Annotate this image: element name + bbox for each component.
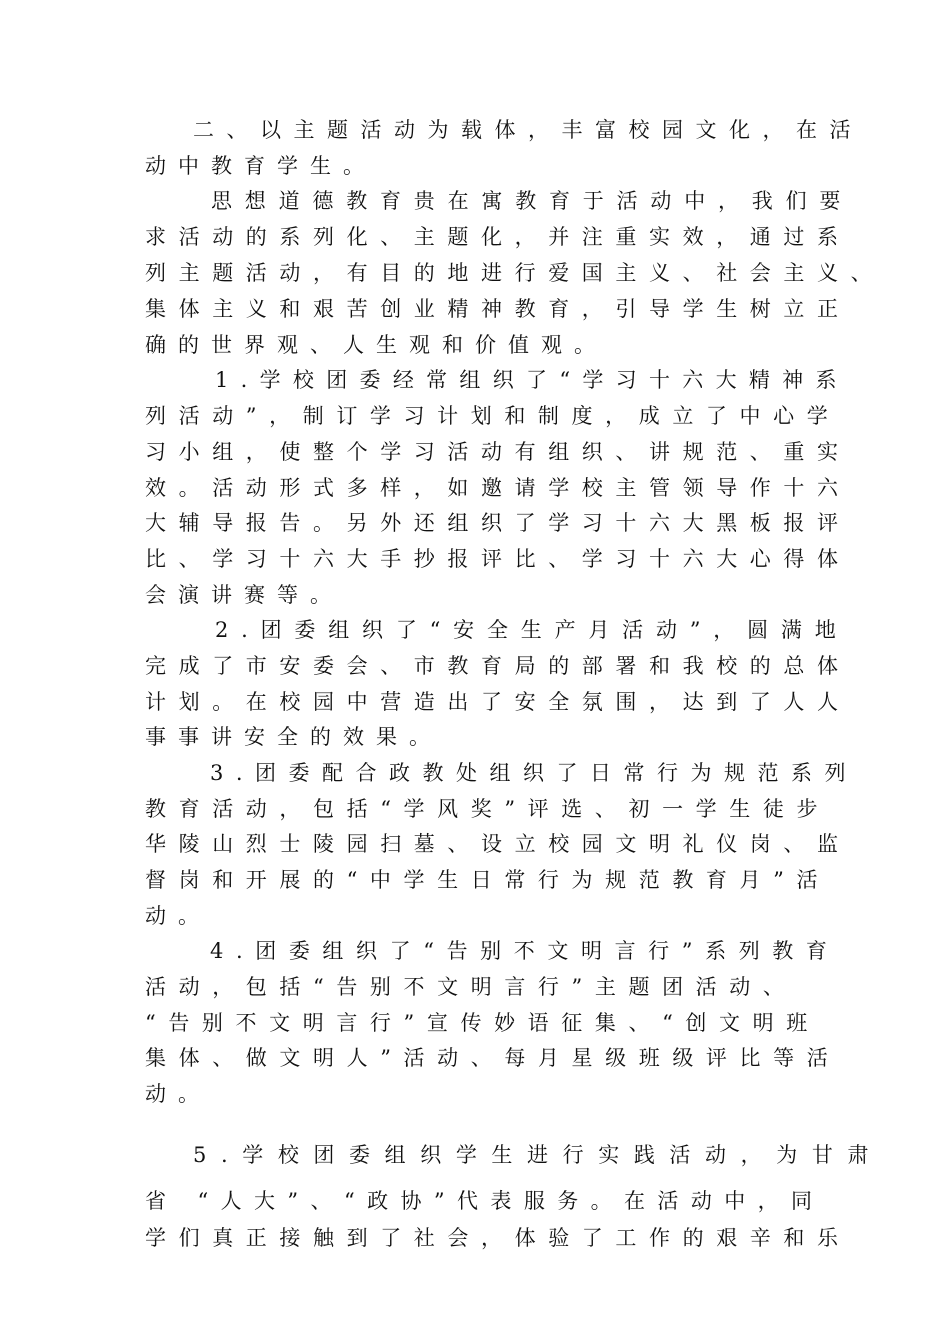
intro-line-1: 思想道德教育贵在寓教育于活动中，我们要 bbox=[211, 189, 854, 213]
item-3-line-5: 动。 bbox=[145, 904, 211, 928]
item-1-line-4: 效。活动形式多样，如邀请学校主管领导作十六 bbox=[145, 476, 851, 500]
item-4-line-5: 动。 bbox=[145, 1082, 211, 1106]
intro-line-4: 集体主义和艰苦创业精神教育，引导学生树立正 bbox=[145, 297, 851, 321]
item-1-line-1: 1.学校团委经常组织了“学习十六大精神系 bbox=[215, 368, 849, 392]
intro-line-2: 求活动的系列化、主题化，并注重实效，通过系 bbox=[145, 225, 851, 249]
item-5-line-1: 5.学校团委组织学生进行实践活动，为甘肃 bbox=[193, 1143, 884, 1167]
item-3-line-2: 教育活动，包括“学风奖”评选、初一学生徒步 bbox=[145, 797, 831, 821]
item-4-line-4: 集体、做文明人”活动、每月星级班级评比等活 bbox=[145, 1046, 841, 1070]
item-4-line-3: “告别不文明言行”宣传妙语征集、“创文明班 bbox=[145, 1011, 820, 1035]
item-2-line-4: 事事讲安全的效果。 bbox=[145, 725, 442, 749]
item-4-line-1: 4.团委组织了“告别不文明言行”系列教育 bbox=[210, 939, 840, 963]
heading-line-1: 二、以主题活动为载体，丰富校园文化，在活 bbox=[193, 118, 863, 142]
item-5-line-3: 学们真正接触到了社会，体验了工作的艰辛和乐 bbox=[145, 1226, 851, 1250]
intro-line-5: 确的世界观、人生观和价值观。 bbox=[145, 333, 607, 357]
item-1-line-6: 比、学习十六大手抄报评比、学习十六大心得体 bbox=[145, 547, 851, 571]
heading-line-2: 动中教育学生。 bbox=[145, 154, 376, 178]
item-3-line-4: 督岗和开展的“中学生日常行为规范教育月”活 bbox=[145, 868, 831, 892]
item-1-line-3: 习小组，使整个学习活动有组织、讲规范、重实 bbox=[145, 440, 851, 464]
item-1-line-2: 列活动”，制订学习计划和制度，成立了中心学 bbox=[145, 404, 841, 428]
item-3-line-3: 华陵山烈士陵园扫墓、设立校园文明礼仪岗、监 bbox=[145, 832, 851, 856]
item-1-line-5: 大辅导报告。另外还组织了学习十六大黑板报评 bbox=[145, 511, 851, 535]
item-4-line-2: 活动，包括“告别不文明言行”主题团活动、 bbox=[145, 975, 797, 999]
item-2-line-3: 计划。在校园中营造出了安全氛围，达到了人人 bbox=[145, 690, 851, 714]
intro-line-3: 列主题活动，有目的地进行爱国主义、社会主义、 bbox=[145, 261, 885, 285]
item-2-line-2: 完成了市安委会、市教育局的部署和我校的总体 bbox=[145, 654, 851, 678]
item-2-line-1: 2.团委组织了“安全生产月活动”，圆满地 bbox=[215, 618, 849, 642]
item-5-line-2: 省 “人大”、“政协”代表服务。在活动中，同 bbox=[145, 1189, 825, 1213]
item-3-line-1: 3.团委配合政教处组织了日常行为规范系列 bbox=[210, 761, 859, 785]
item-1-line-7: 会演讲赛等。 bbox=[145, 583, 343, 607]
